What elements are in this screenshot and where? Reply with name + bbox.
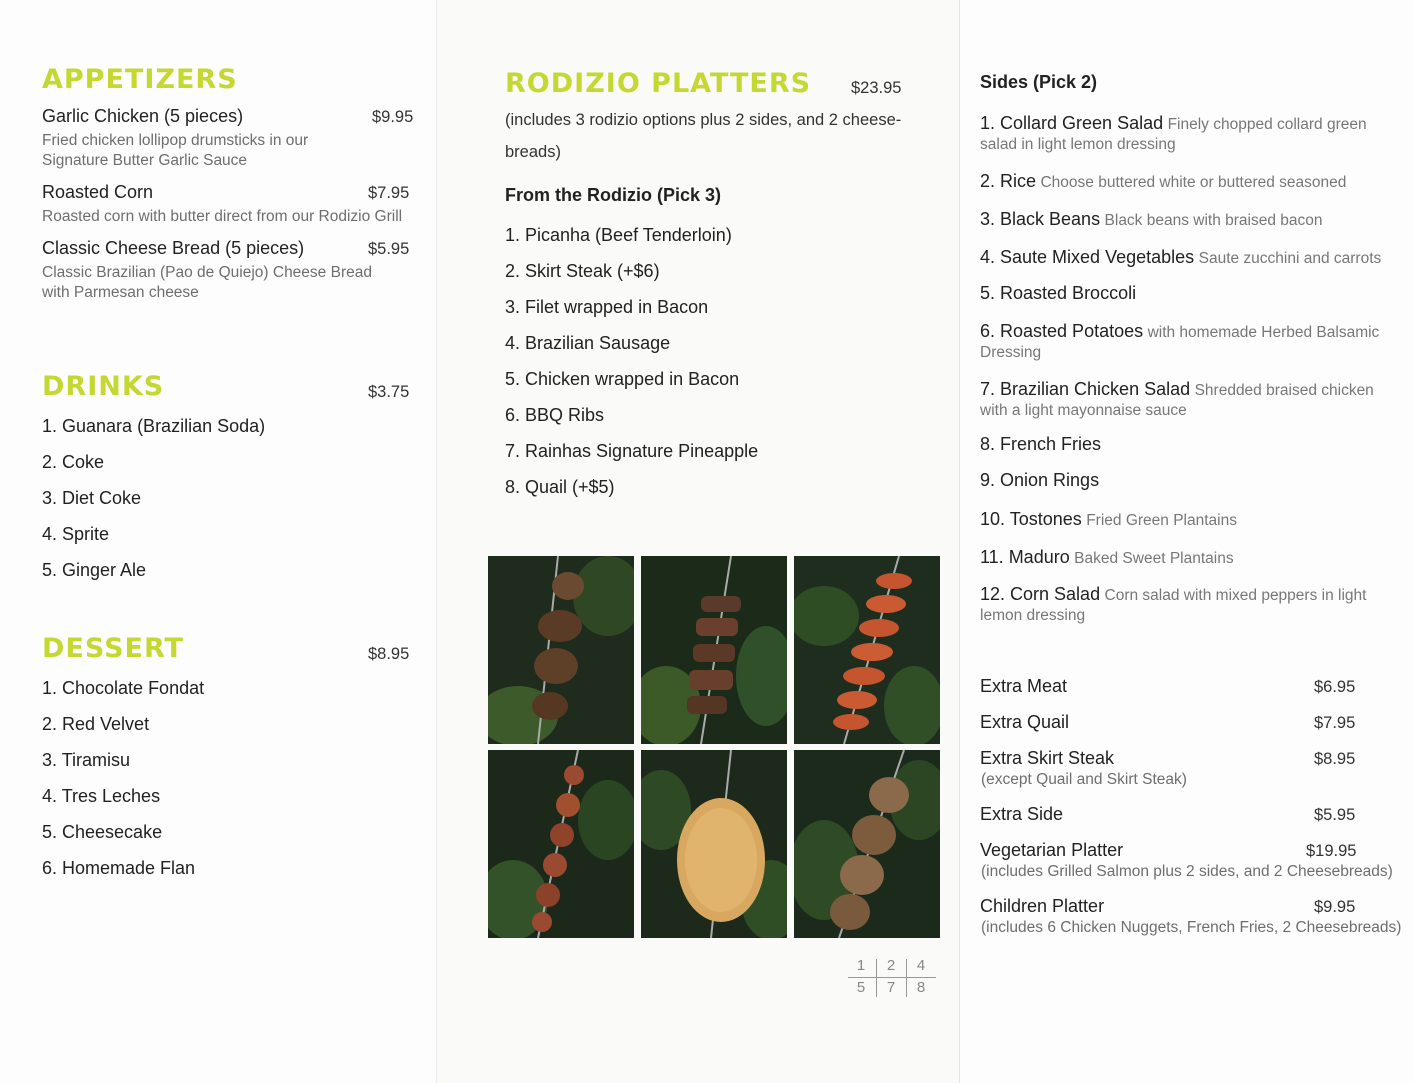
drink-item: 2. Coke [42,452,105,472]
rodizio-subtitle: From the Rodizio (Pick 3) [505,185,722,205]
extra-item-name: Extra Quail [980,712,1070,732]
sausage-photo [794,556,940,744]
menu-item-description: Fried chicken lollipop drumsticks in our Signature Butter Garlic Sauce [42,132,309,169]
sides-heading: Sides (Pick 2) [980,72,1098,92]
side-item-name: 9. Onion Rings [980,470,1100,490]
side-item [980,209,1405,231]
left-panel [0,0,436,1083]
dessert-item: 5. Cheesecake [42,822,163,842]
side-item-description: Choose buttered white or buttered seasoned [1040,174,1347,191]
drink-item: 1. Guanara (Brazilian Soda) [42,416,266,436]
grid-divider [848,977,936,978]
side-item-description: Baked Sweet Plantains [1074,550,1234,567]
photo-number: 4 [916,957,926,974]
side-item-name: 4. Saute Mixed Vegetables [980,247,1195,267]
dessert-heading: DESSERT [42,633,184,664]
side-item [980,547,1405,569]
dessert-price: $8.95 [368,645,410,663]
extra-item-price: $7.95 [1314,714,1356,732]
grid-divider [906,959,907,997]
rodizio-item: 4. Brazilian Sausage [505,333,671,353]
menu-item-name: Garlic Chicken (5 pieces) [42,106,244,126]
menu-item-price: $5.95 [368,240,410,258]
side-item-name: 1. Collard Green Salad [980,113,1164,133]
quail-photo [794,750,940,938]
extra-item-price: $5.95 [1314,806,1356,824]
rodizio-item: 7. Rainhas Signature Pineapple [505,441,759,461]
extra-item-note: (includes Grilled Salmon plus 2 sides, and 2 Cheesebreads) [981,863,1393,880]
side-item-description: Black beans with braised bacon [1104,212,1323,229]
rodizio-item: 2. Skirt Steak (+$6) [505,261,660,281]
rodizio-item: 3. Filet wrapped in Bacon [505,297,709,317]
rodizio-heading: RODIZIO PLATTERS [505,68,812,99]
rodizio-price: $23.95 [851,79,902,97]
drinks-price: $3.75 [368,383,410,401]
menu-item-price: $9.95 [372,108,414,126]
extra-item-name: Vegetarian Platter [980,840,1124,860]
side-item-description: Corn salad with mixed peppers in light [1104,587,1367,604]
dessert-item: 1. Chocolate Fondat [42,678,205,698]
menu-item-name: Roasted Corn [42,182,154,202]
side-item [980,379,1405,421]
drink-item: 3. Diet Coke [42,488,142,508]
menu-item-description: Classic Brazilian (Pao de Quiejo) Cheese Bread with Parmesan cheese [42,264,372,301]
extra-item-note: (includes 6 Chicken Nuggets, French Fries, 2 Cheesebreads) [981,919,1402,936]
picanha-photo [488,556,634,744]
side-item [980,584,1405,626]
drink-item: 4. Sprite [42,524,110,544]
side-item-name: 2. Rice [980,171,1037,191]
side-item-description: Finely chopped collard green [1167,116,1367,133]
menu-item-description: Roasted corn with butter direct from our Rodizio Grill [42,208,403,225]
extra-item-name: Children Platter [980,896,1105,916]
rodizio-item: 1. Picanha (Beef Tenderloin) [505,225,732,245]
photo-number: 5 [856,979,866,996]
drinks-heading: DRINKS [42,371,165,402]
menu-item-name: Classic Cheese Bread (5 pieces) [42,238,305,258]
side-item-name: 12. Corn Salad [980,584,1101,604]
side-item [980,509,1405,531]
pineapple-photo [641,750,787,938]
side-item-name: 10. Tostones [980,509,1082,529]
chicken-bacon-photo [488,750,634,938]
side-item [980,434,1405,456]
menu-item-price: $7.95 [368,184,410,202]
side-item [980,113,1405,155]
side-item-name: 3. Black Beans [980,209,1101,229]
appetizers-heading: APPETIZERS [42,64,238,95]
photo-number: 1 [856,957,866,974]
rodizio-item: 8. Quail (+$5) [505,477,615,497]
side-item-name: 6. Roasted Potatoes [980,321,1144,341]
side-item-description: with homemade Herbed Balsamic [1147,324,1380,341]
extra-item-note: (except Quail and Skirt Steak) [981,771,1187,788]
side-item-description: salad in light lemon dressing [980,136,1176,153]
rodizio-note-cont: breads) [505,143,561,161]
extra-item-name: Extra Skirt Steak [980,748,1115,768]
side-item [980,283,1405,305]
side-item-description: lemon dressing [980,607,1086,624]
side-item-description: Shredded braised chicken [1194,382,1374,399]
extra-item-price: $9.95 [1314,898,1356,916]
dessert-item: 6. Homemade Flan [42,858,196,878]
drink-item: 5. Ginger Ale [42,560,147,580]
extra-item-price: $19.95 [1306,842,1357,860]
photo-number: 2 [886,957,896,974]
side-item-name: 8. French Fries [980,434,1102,454]
side-item-description: Saute zucchini and carrots [1198,250,1382,267]
side-item-description: Fried Green Plantains [1086,512,1237,529]
photo-number: 7 [886,979,896,996]
photo-number-grid [848,957,938,999]
rodizio-note: (includes 3 rodizio options plus 2 sides, and 2 cheese- [505,111,902,129]
side-item-name: 7. Brazilian Chicken Salad [980,379,1191,399]
skirt-steak-photo [641,556,787,744]
side-item [980,470,1405,492]
dessert-item: 4. Tres Leches [42,786,161,806]
dessert-item: 2. Red Velvet [42,714,150,734]
side-item-description: Dressing [980,344,1042,361]
side-item-name: 11. Maduro [980,547,1070,567]
side-item-name: 5. Roasted Broccoli [980,283,1137,303]
side-item [980,321,1405,363]
extra-item-name: Extra Meat [980,676,1068,696]
photo-number: 8 [916,979,926,996]
extra-item-price: $8.95 [1314,750,1356,768]
rodizio-item: 6. BBQ Ribs [505,405,605,425]
rodizio-item: 5. Chicken wrapped in Bacon [505,369,740,389]
side-item [980,171,1405,193]
extra-item-name: Extra Side [980,804,1064,824]
dessert-item: 3. Tiramisu [42,750,131,770]
grid-divider [876,959,877,997]
side-item-description: with a light mayonnaise sauce [980,402,1187,419]
extra-item-price: $6.95 [1314,678,1356,696]
side-item [980,247,1405,269]
